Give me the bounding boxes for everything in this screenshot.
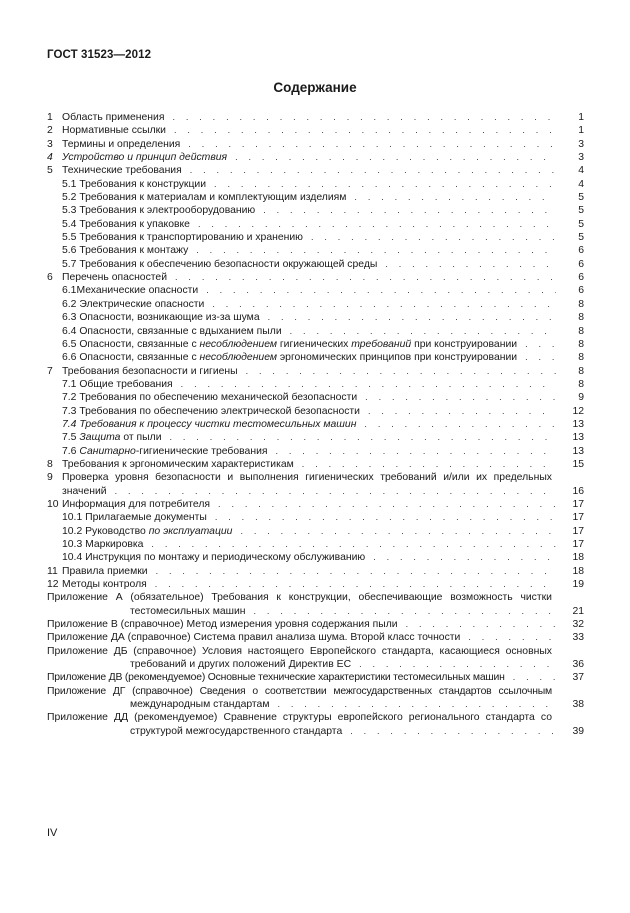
toc-title: 6.4 Опасности, связанные с вдыханием пыли	[62, 325, 282, 337]
toc-title: 10.3 Маркировка	[62, 539, 144, 550]
toc-page: 5	[578, 205, 584, 217]
toc-number: 8	[47, 458, 53, 470]
toc-title: 7.3 Требования по обеспечению электрической безопасности	[62, 405, 360, 417]
toc-appendix-dd[interactable]	[47, 711, 584, 738]
toc-entry-7[interactable]	[47, 365, 584, 378]
toc-page: 15	[572, 458, 584, 470]
toc-entry-7-2[interactable]	[47, 391, 584, 404]
toc-number: 1	[47, 112, 53, 123]
toc-entry-5-6[interactable]	[47, 244, 584, 257]
toc-title-line2: значений	[62, 485, 107, 497]
toc-title: 5.6 Требования к монтажу	[62, 245, 189, 257]
toc-page: 12	[572, 405, 584, 417]
toc-title: 6.5 Опасности, связанные с несоблюдением гигиенических требований при конструировании	[62, 338, 518, 350]
toc-page: 1	[578, 112, 584, 123]
toc-page: 33	[572, 632, 584, 644]
toc-entry-10[interactable]	[47, 498, 584, 511]
toc-title: Информация для потребителя	[62, 498, 211, 510]
page-number-footer: IV	[47, 827, 58, 839]
toc-entry-12[interactable]	[47, 578, 584, 591]
toc-page: 9	[578, 392, 584, 404]
toc-title: 10.1 Прилагаемые документы	[62, 512, 207, 524]
toc-entry-6-3[interactable]	[47, 311, 584, 324]
toc-title-line1: Приложение ДБ (справочное) Условия настоящего Европейского стандарта, касающиеся основных	[47, 645, 552, 657]
toc-entry-10-3[interactable]	[47, 538, 584, 551]
toc-title: 7.6 Санитарно-гигиенические требования	[62, 445, 268, 457]
toc-title: Приложение ДА (справочное) Система правил анализа шума. Второй класс точности	[47, 632, 461, 644]
toc-number: 10	[47, 498, 59, 510]
toc-entry-5-2[interactable]	[47, 191, 584, 204]
toc-page: 16	[572, 485, 584, 497]
toc-entry-9[interactable]	[47, 471, 584, 498]
toc-page: 5	[578, 192, 584, 204]
toc-entry-6-5[interactable]	[47, 338, 584, 351]
toc-title-line1: Приложение ДД (рекомендуемое) Сравнение структуры европейского регионального стандарта со	[47, 712, 552, 724]
toc-title-line2: международным стандартам	[130, 699, 270, 711]
toc-page: 1	[578, 125, 584, 137]
toc-title: 10.2 Руководство по эксплуатации	[62, 525, 233, 537]
toc-number: 11	[47, 565, 58, 577]
toc-page: 8	[578, 338, 584, 350]
toc-entry-5-4[interactable]	[47, 218, 584, 231]
toc-title: Технические требования	[62, 165, 182, 177]
toc-title: Термины и определения	[62, 138, 181, 150]
toc-entry-3[interactable]	[47, 138, 584, 151]
toc-title: 5.7 Требования к обеспечению безопасности окружающей среды	[62, 258, 378, 270]
toc-title: 6.2 Электрические опасности	[62, 298, 205, 310]
toc-title: 6.6 Опасности, связанные с несоблюдением эргономических принципов при конструировании	[62, 352, 518, 364]
toc-title: 6.3 Опасности, возникающие из-за шума	[62, 312, 260, 324]
toc-page: 38	[572, 699, 584, 711]
toc-title: 7.4 Требования к процессу чистки тестомесильных машин	[62, 418, 357, 430]
toc-page: 18	[572, 565, 584, 577]
toc-title: Приложение ДВ (рекомендуемое) Основные технические характеристики тестомесильных машин	[47, 672, 505, 684]
toc-page: 13	[572, 445, 584, 457]
toc-page: 17	[572, 512, 584, 524]
toc-entry-7-5[interactable]	[47, 431, 584, 444]
table-of-contents	[47, 111, 584, 738]
toc-number: 12	[47, 579, 59, 591]
toc-page: 4	[578, 165, 584, 177]
toc-title: Нормативные ссылки	[62, 125, 166, 137]
toc-entry-1[interactable]	[47, 111, 584, 124]
toc-entry-8[interactable]	[47, 458, 584, 471]
toc-page: 37	[572, 672, 584, 684]
page-title: Содержание	[273, 80, 357, 95]
toc-entry-7-6[interactable]	[47, 445, 584, 458]
toc-appendix-db[interactable]	[47, 645, 584, 672]
toc-appendix-da[interactable]	[47, 631, 584, 644]
toc-entry-4[interactable]	[47, 151, 584, 164]
toc-number: 4	[47, 152, 53, 164]
toc-entry-2[interactable]	[47, 124, 584, 137]
toc-appendix-a[interactable]	[47, 591, 584, 618]
toc-title: Методы контроля	[62, 579, 147, 591]
toc-page: 4	[578, 178, 584, 190]
toc-entry-11[interactable]	[47, 565, 584, 578]
toc-title: 5.3 Требования к электрооборудованию	[62, 205, 256, 217]
toc-page: 8	[578, 378, 584, 390]
toc-page: 6	[578, 245, 584, 257]
toc-title-line1: Приложение ДГ (справочное) Сведения о соответствии межгосударственных стандартов ссылочным	[47, 685, 552, 697]
toc-number: 7	[47, 365, 53, 377]
toc-title-line2: тестомесильных машин	[130, 605, 246, 617]
toc-entry-6[interactable]	[47, 271, 584, 284]
toc-title: 10.4 Инструкция по монтажу и периодическому обслуживанию	[62, 552, 366, 564]
toc-title: Устройство и принцип действия	[62, 152, 228, 164]
document-header: ГОСТ 31523—2012	[47, 49, 152, 61]
toc-entry-5[interactable]	[47, 164, 584, 177]
toc-entry-6-2[interactable]	[47, 298, 584, 311]
toc-page: 17	[572, 498, 584, 510]
toc-title-line1: Приложение А (обязательное) Требования к конструкции, обеспечивающие возможность чистки	[47, 592, 552, 604]
toc-entry-7-1[interactable]	[47, 378, 584, 391]
toc-entry-6-4[interactable]	[47, 325, 584, 338]
toc-title: Правила приемки	[62, 565, 148, 577]
toc-title-line1: Проверка уровня безопасности и выполнения гигиенических требований и/или их предельных	[62, 472, 552, 484]
toc-appendix-dv[interactable]	[47, 671, 584, 684]
toc-page: 6	[578, 285, 584, 297]
toc-entry-10-2[interactable]	[47, 525, 584, 538]
toc-title: 5.1 Требования к конструкции	[62, 178, 207, 190]
toc-page: 32	[572, 619, 584, 631]
toc-number: 2	[47, 125, 53, 137]
toc-appendix-b[interactable]	[47, 618, 584, 631]
toc-page: 36	[572, 659, 584, 671]
toc-title: 7.1 Общие требования	[62, 378, 173, 390]
toc-page: 8	[578, 352, 584, 364]
toc-title: Требования к эргономическим характеристикам	[62, 458, 294, 470]
toc-title: 6.1Механические опасности	[62, 285, 199, 297]
toc-title: 7.5 Защита от пыли	[62, 432, 162, 444]
toc-entry-6-6[interactable]	[47, 351, 584, 364]
toc-entry-5-3[interactable]	[47, 204, 584, 217]
toc-page: 6	[578, 258, 584, 270]
toc-page: 6	[578, 272, 584, 284]
toc-title: Перечень опасностей	[62, 272, 168, 284]
toc-page: 8	[578, 298, 584, 310]
toc-title: Требования безопасности и гигиены	[62, 365, 238, 377]
toc-number: 9	[47, 472, 53, 484]
toc-title: 5.2 Требования к материалам и комплектующим изделиям	[62, 192, 347, 204]
toc-page: 13	[572, 432, 584, 444]
toc-number: 5	[47, 165, 53, 177]
toc-page: 5	[578, 232, 584, 244]
toc-entry-7-4[interactable]	[47, 418, 584, 431]
toc-entry-7-3[interactable]	[47, 405, 584, 418]
toc-title: 5.5 Требования к транспортированию и хранению	[62, 232, 303, 244]
toc-page: 17	[572, 525, 584, 537]
toc-appendix-dg[interactable]	[47, 685, 584, 712]
toc-entry-5-5[interactable]	[47, 231, 584, 244]
toc-entry-10-4[interactable]	[47, 551, 584, 564]
toc-number: 3	[47, 138, 53, 150]
toc-entry-6-1[interactable]	[47, 284, 584, 297]
toc-page: 19	[572, 579, 584, 591]
toc-number: 6	[47, 272, 53, 284]
toc-entry-5-7[interactable]	[47, 258, 584, 271]
toc-page: 3	[578, 152, 584, 164]
toc-page: 39	[572, 725, 584, 737]
toc-title: 5.4 Требования к упаковке	[62, 218, 190, 230]
toc-title: Область применения	[62, 112, 165, 123]
toc-title-line2: требований и других положений Директив ЕС	[130, 659, 352, 671]
toc-title-line2: структурой межгосударственного стандарта	[130, 725, 343, 737]
toc-title: 7.2 Требования по обеспечению механической безопасности	[62, 392, 358, 404]
toc-page: 5	[578, 218, 584, 230]
toc-page: 21	[572, 605, 584, 617]
toc-page: 8	[578, 312, 584, 324]
toc-entry-5-1[interactable]	[47, 178, 584, 191]
toc-page: 8	[578, 325, 584, 337]
toc-page: 18	[572, 552, 584, 564]
toc-page: 3	[578, 138, 584, 150]
toc-title: Приложение В (справочное) Метод измерения уровня содержания пыли	[47, 619, 398, 631]
toc-page: 13	[572, 418, 584, 430]
toc-page: 8	[578, 365, 584, 377]
toc-page: 17	[572, 539, 584, 550]
toc-entry-10-1[interactable]	[47, 511, 584, 524]
